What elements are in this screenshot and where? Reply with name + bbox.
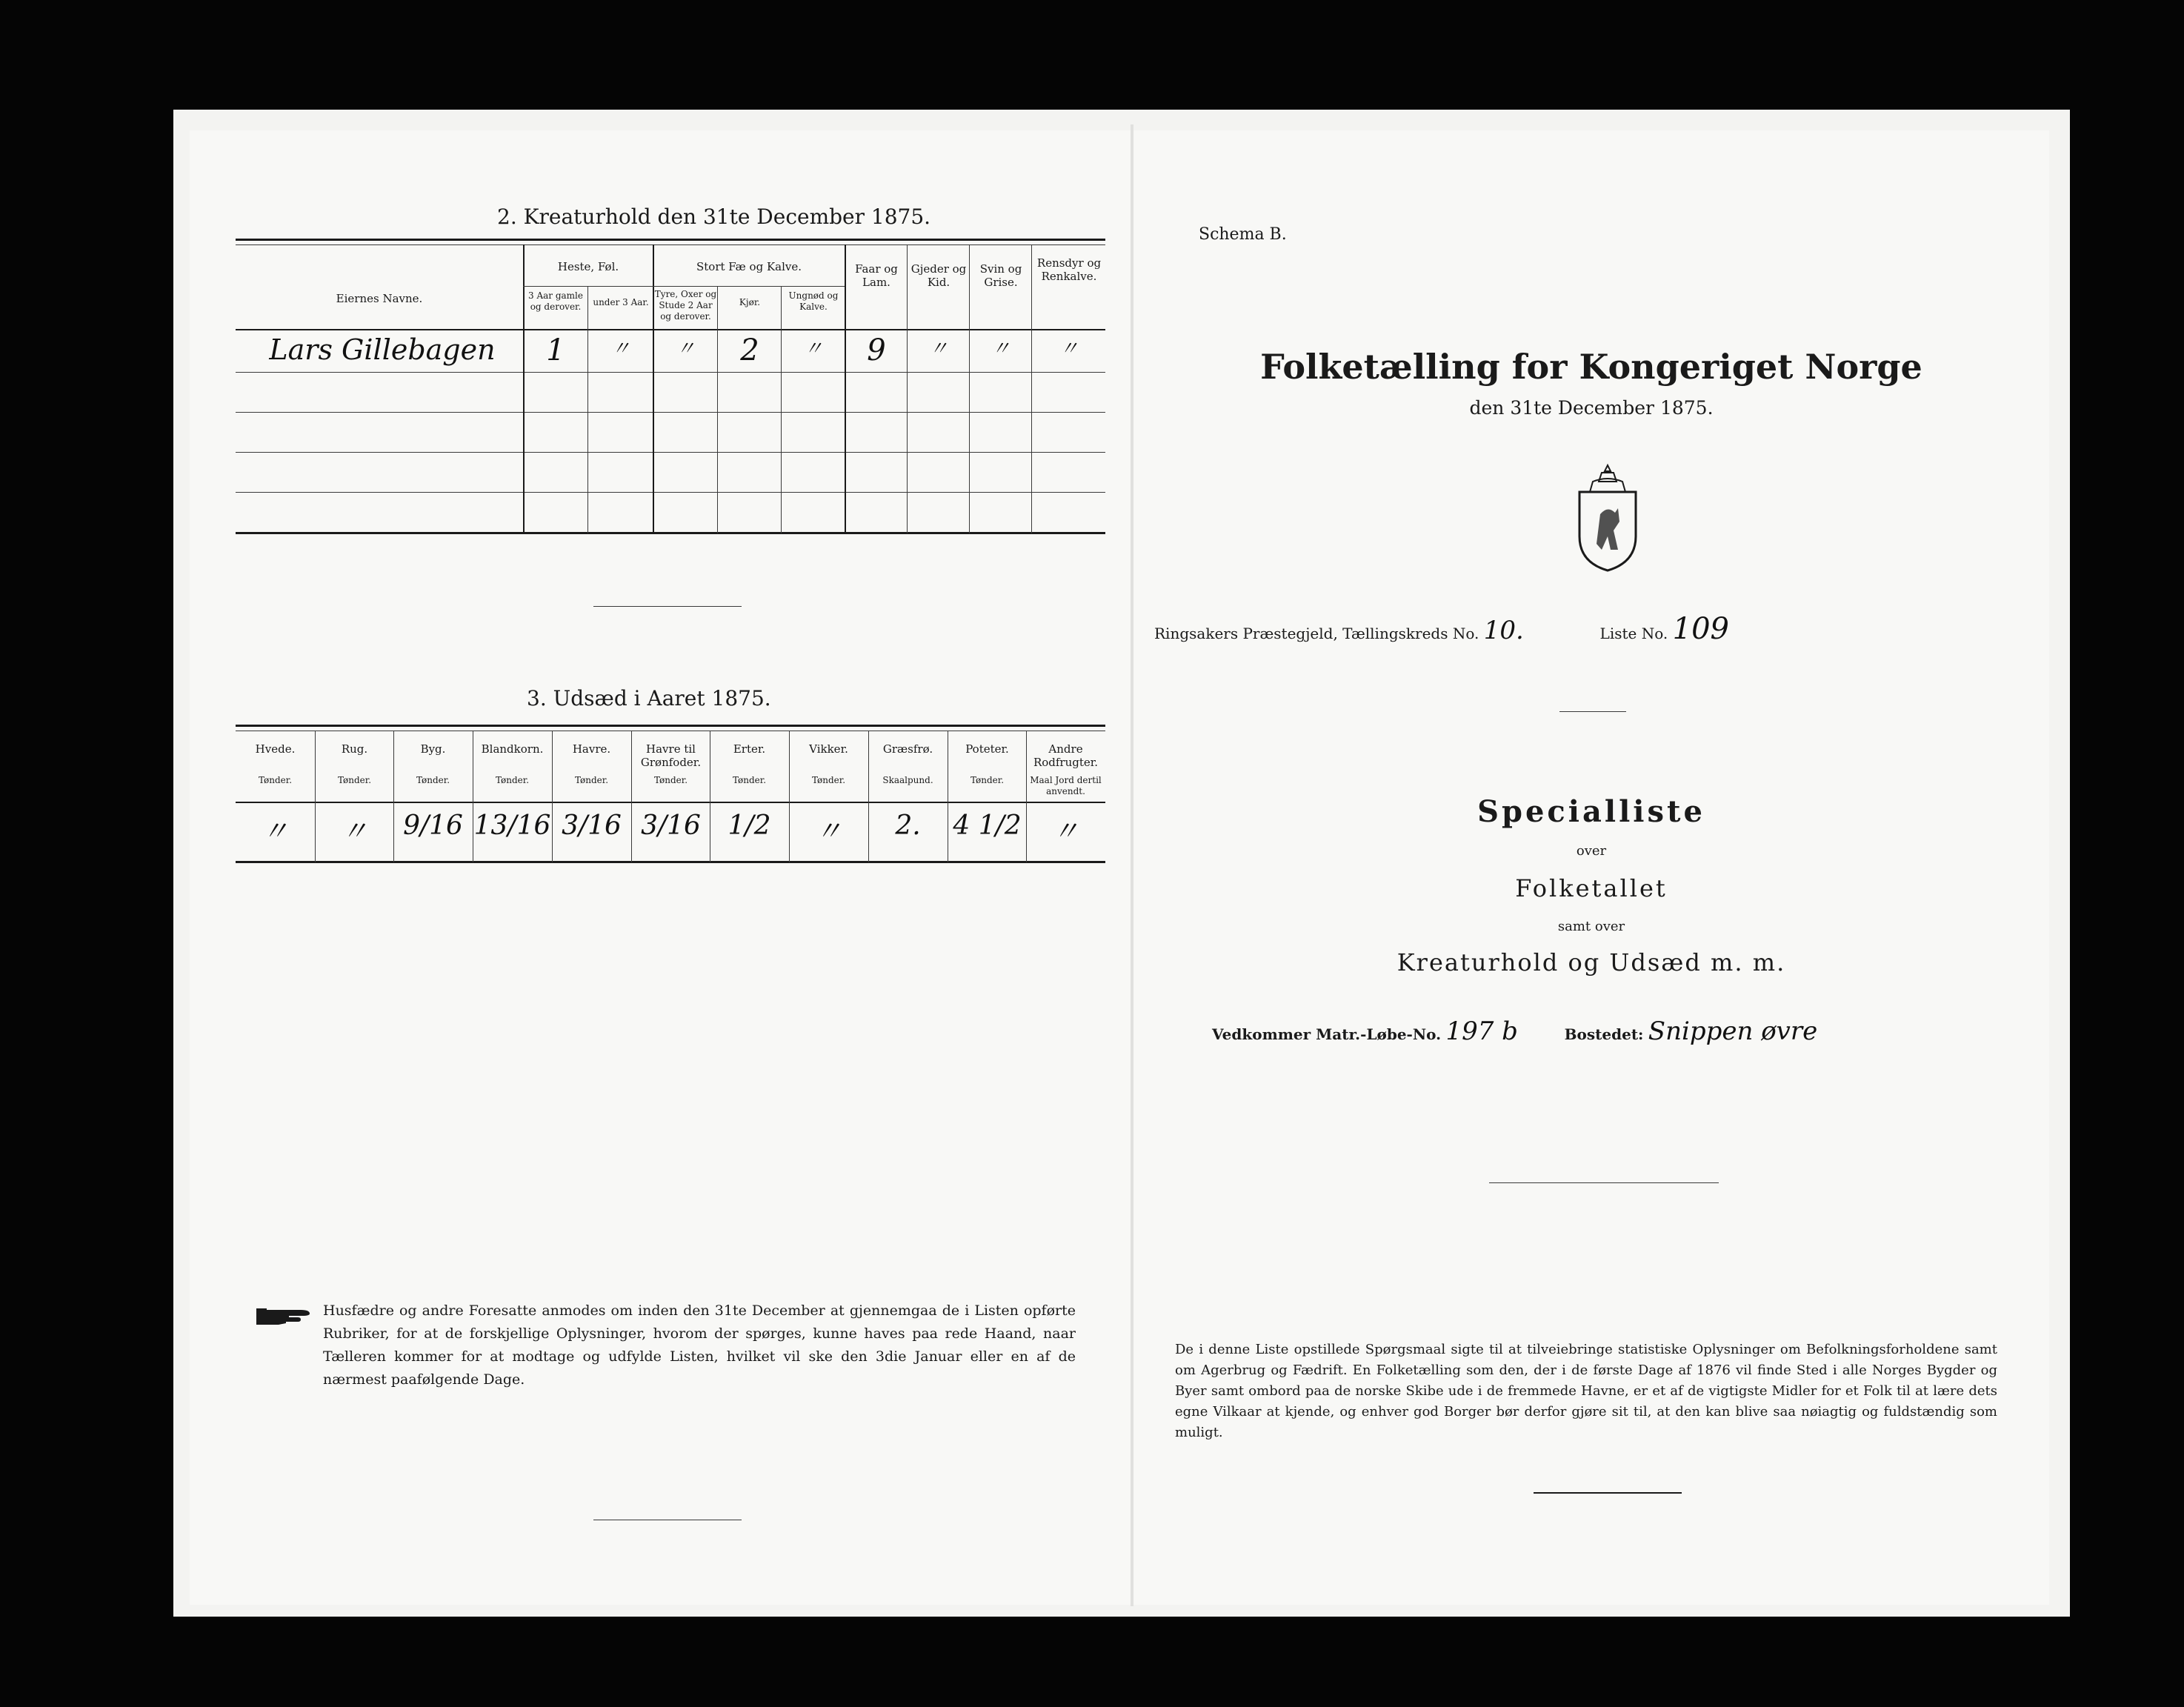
value-kjor: 2 <box>740 333 759 367</box>
main-date: den 31te December 1875. <box>1469 397 1714 419</box>
seed-col-unit: Tønder. <box>732 775 767 785</box>
seed-col-unit: Tønder. <box>258 775 293 785</box>
seed-col-header: Blandkorn. <box>481 742 544 756</box>
header-heste: Heste, Føl. <box>557 260 619 273</box>
pointing-hand-icon <box>256 1305 316 1328</box>
seed-col-value: 1/2 <box>728 811 771 841</box>
right-page <box>1133 130 2049 1605</box>
divider-right-bottom <box>1534 1492 1682 1494</box>
seed-col-value: 4 1/2 <box>953 811 1022 841</box>
section3-title: 3. Udsæd i Aaret 1875. <box>527 686 771 711</box>
seed-col-value: 9/16 <box>403 811 463 841</box>
header-heste-old: 3 Aar gamle og derover. <box>528 290 583 312</box>
owner-header: Eiernes Navne. <box>336 292 423 305</box>
seed-col-value: 2. <box>895 811 921 841</box>
seed-col-value: 3/16 <box>641 811 701 841</box>
value-gjeder: 〃 <box>928 338 948 360</box>
document-sheet <box>173 110 2070 1617</box>
seed-col-unit: Maal Jord dertil anvendt. <box>1030 775 1102 796</box>
seed-col-unit: Tønder. <box>416 775 450 785</box>
coat-of-arms-icon <box>1571 462 1645 573</box>
seed-col-header: Græsfrø. <box>882 742 933 756</box>
owner-name: Lars Gillebagen <box>269 333 496 366</box>
value-svin: 〃 <box>991 338 1011 360</box>
seed-col-unit: Tønder. <box>811 775 846 785</box>
seed-col-header: Byg. <box>420 742 446 756</box>
header-heste-young: under 3 Aar. <box>593 297 649 307</box>
seed-col-value: 〃 <box>1052 816 1079 847</box>
seed-col-unit: Tønder. <box>574 775 609 785</box>
schema-label: Schema B. <box>1199 225 1287 244</box>
matr-value: 197 b <box>1445 1016 1518 1046</box>
over-text: over <box>1576 843 1607 859</box>
divider <box>593 606 742 607</box>
value-rensdyr: 〃 <box>1059 338 1079 360</box>
divider-right <box>1559 711 1626 712</box>
samt-over-text: samt over <box>1557 919 1625 934</box>
section2-title: 2. Kreaturhold den 31te December 1875. <box>497 204 931 229</box>
district-line <box>1154 612 1729 646</box>
district-number: 10. <box>1483 616 1524 645</box>
seed-col-header: Erter. <box>733 742 766 756</box>
value-tyre: 〃 <box>676 338 696 360</box>
specialliste-title: Specialliste <box>1477 794 1705 829</box>
left-page <box>190 130 1131 1605</box>
seed-col-value: 〃 <box>341 816 368 847</box>
kreaturhold-text: Kreaturhold og Udsæd m. m. <box>1396 948 1786 976</box>
value-ungnod: 〃 <box>803 338 823 360</box>
district-label: Ringsakers Præstegjeld, Tællingskreds No. <box>1154 625 1479 642</box>
header-stort-fae: Stort Fæ og Kalve. <box>696 260 802 273</box>
value-heste-old: 1 <box>546 333 565 367</box>
header-gjeder: Gjeder og Kid. <box>910 262 967 289</box>
bosted-value: Snippen øvre <box>1648 1016 1818 1046</box>
matr-line <box>1212 1016 1817 1046</box>
header-rensdyr: Rensdyr og Renkalve. <box>1036 256 1102 283</box>
main-title: Folketælling for Kongeriget Norge <box>1260 347 1922 387</box>
seed-col-value: 3/16 <box>562 811 622 841</box>
seed-col-header: Vikker. <box>809 742 848 756</box>
value-faar: 9 <box>867 333 886 367</box>
seed-col-header: Hvede. <box>255 742 296 756</box>
value-heste-young: 〃 <box>610 338 630 360</box>
seed-col-value: 〃 <box>262 816 289 847</box>
folketallet-text: Folketallet <box>1515 874 1668 902</box>
seed-col-header: Poteter. <box>965 742 1009 756</box>
header-faar: Faar og Lam. <box>855 262 898 289</box>
seed-col-header: Havre til Grønfoder. <box>640 742 702 769</box>
header-tyre: Tyre, Oxer og Stude 2 Aar og derover. <box>654 289 717 322</box>
header-svin: Svin og Grise. <box>979 262 1022 289</box>
seed-col-value: 〃 <box>815 816 842 847</box>
notice-right: De i denne Liste opstillede Spørgsmaal sigte til at tilveiebringe statistiske Oplysninger om Befolkningsforholdene samt om Agerbrug og Fædrift. En Folketælling som den, der i de første Dage af 1876 vil finde Sted i alle Norges Bygder og Byer samt ombord paa de norske Skibe ude i de fremmede Havne, er et af de vigtigste Midler for et Folk til at lære dets egne Vilkaar at kjende, og enhver god Borger bør derfor gjøre sit til, at den kan blive saa nøiagtig og fuldstændig som muligt. <box>1175 1342 1997 1440</box>
matr-label: Vedkommer Matr.-Løbe-No. <box>1212 1025 1442 1043</box>
seed-col-unit: Tønder. <box>495 775 530 785</box>
seed-col-header: Andre Rodfrugter. <box>1033 742 1099 769</box>
liste-number: 109 <box>1672 612 1729 646</box>
notice-left: Husfædre og andre Foresatte anmodes om inden den 31te December at gjennemgaa de i Listen opførte Rubriker, for at de forskjellige Oplysninger, hvorom der spørges, kunne haves paa rede Haand, naar Tælleren kommer for at modtage og udfylde Listen, hvilket vil ske den 3die Januar eller en af de nærmest paafølgende Dage. <box>323 1302 1076 1388</box>
seed-col-unit: Tønder. <box>653 775 688 785</box>
divider-right-2 <box>1489 1182 1719 1183</box>
seed-col-unit: Skaalpund. <box>882 775 933 785</box>
header-kjor: Kjør. <box>739 297 761 307</box>
liste-label: Liste No. <box>1599 625 1668 642</box>
seed-col-header: Havre. <box>572 742 611 756</box>
seed-col-unit: Tønder. <box>970 775 1005 785</box>
seed-col-value: 13/16 <box>473 811 551 841</box>
header-ungnod: Ungnød og Kalve. <box>788 290 839 312</box>
bosted-label: Bostedet: <box>1564 1025 1644 1043</box>
seed-col-unit: Tønder. <box>337 775 372 785</box>
seed-col-header: Rug. <box>341 742 368 756</box>
